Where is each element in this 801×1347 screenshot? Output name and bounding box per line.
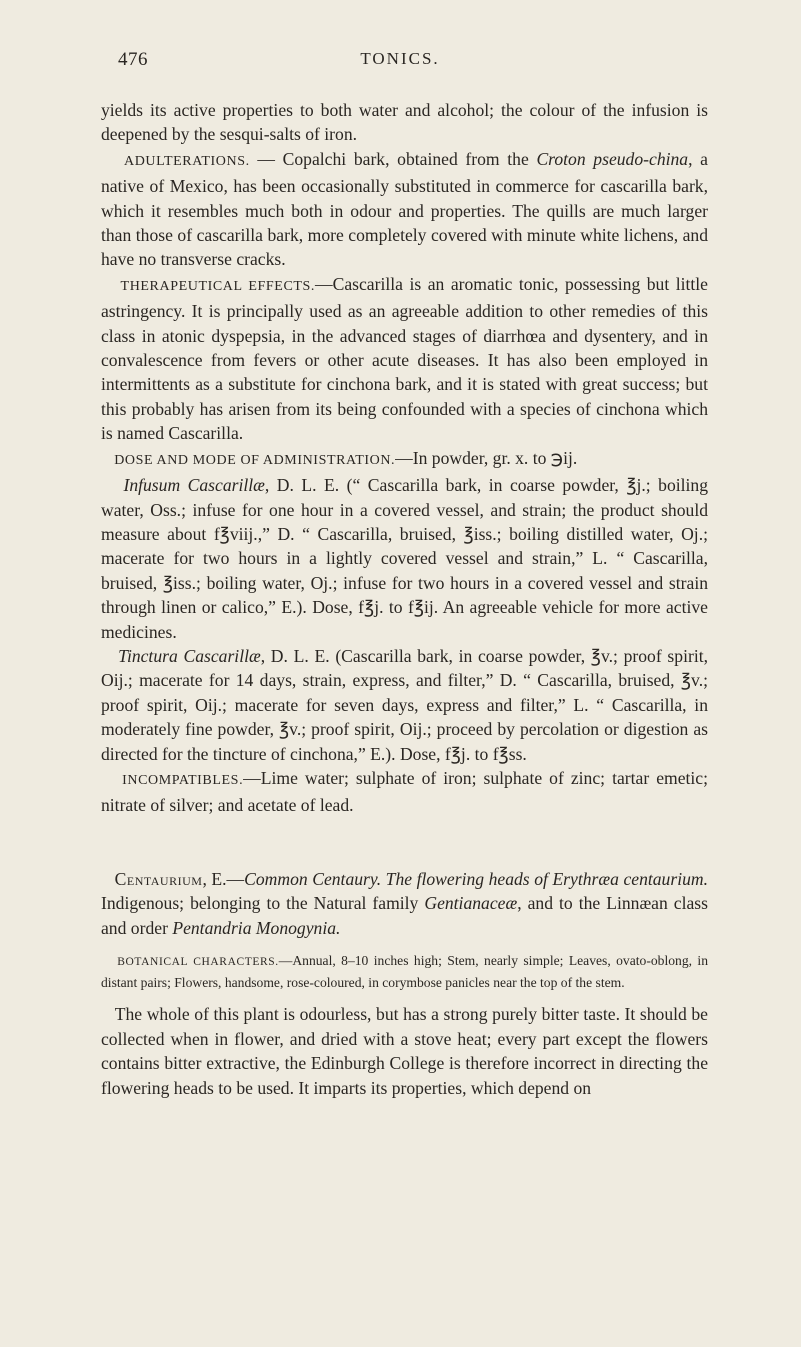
paragraph-incompatibles: INCOMPATIBLES.—Lime water; sulphate of iron; sulphate of zinc; tartar emetic; nitrate of silver; and acetate of lead. xyxy=(101,767,708,816)
botanical-characters: BOTANICAL CHARACTERS.—Annual, 8–10 inches high; Stem, nearly simple; Leaves, ovato-oblong, in distant pairs; Flowers, handsome, rose-coloured, in corymbose panicles near the top of the stem. xyxy=(101,953,709,990)
common-name: Common Centaury. xyxy=(244,869,382,889)
paragraph-continuation: yields its active properties to both water and alcohol; the colour of the infusion is deepened by the sesqui-salts of iron. xyxy=(101,100,708,145)
entry-heading-paragraph: Centaurium, E.—Common Centaury. The flowering heads of Erythræa centaurium. Indigenous; belonging to the Natural family Gentianaceæ, and to the Linnæan class and order Pentandria Monogynia. xyxy=(101,869,708,938)
running-head: TONICS. xyxy=(360,49,440,68)
paragraph-therapeutical: THERAPEUTICAL EFFECTS.—Cascarilla is an aromatic tonic, possessing but little astringency. It is principally used as an agreeable addition to other remedies of this class in atonic dyspepsia, in the advanced stages of diarrhœa and dysentery, and in convalescence from fevers or other acute diseases. It has also been employed in intermittents as a substitute for cinchona bark, and it is stated with great success; but this probably has arisen from its being confounded with a species of cinchona which is named Cascarilla. xyxy=(101,273,708,444)
section-head-adulterations: ADULTERATIONS. xyxy=(124,153,250,169)
section-head-botanical: BOTANICAL CHARACTERS. xyxy=(117,956,279,969)
paragraph-dose: DOSE AND MODE OF ADMINISTRATION.—In powder, gr. x. to ℈ij. xyxy=(114,447,578,468)
section-head-therapeutical: THERAPEUTICAL EFFECTS. xyxy=(120,278,316,294)
preparation-name-infusum: Infusum Cascarillæ xyxy=(123,475,265,496)
preparation-name-tinctura: Tinctura Cascarillæ xyxy=(118,645,261,666)
paragraph-tinctura: Tinctura Cascarillæ, D. L. E. (Cascarilla bark, in coarse powder, ℥v.; proof spirit, Oij.; macerate for 14 days, strain, express, and filter,” D. “ Cascarilla, bruised, ℥v.; proof spirit, Oij.; macerate for seven days, express and filter,” L. “ Cascarilla, in moderately fine powder, ℥v.; proof spirit, Oij.; proceed by percolation or digestion as directed for the tincture of cinchona,” E.). Dose, f℥j. to f℥ss. xyxy=(101,645,708,764)
page-header xyxy=(80,49,720,73)
main-text xyxy=(101,98,708,818)
section-head-dose: DOSE AND MODE OF ADMINISTRATION. xyxy=(114,452,396,468)
centaurium-entry xyxy=(101,867,708,1100)
entry-title: Centaurium xyxy=(114,869,203,889)
closing-paragraph: The whole of this plant is odourless, but has a strong purely bitter taste. It should be collected when in flower, and dried with a stove heat; every part except the flowers contains bitter extractive, the Edinburgh College is therefore incorrect in directing the flowering heads to be used. It imparts its properties, which depend on xyxy=(101,1004,708,1098)
paragraph-adulterations: ADULTERATIONS. — Copalchi bark, obtained from the Croton pseudo-china, a native of Mexico, has been occasionally substituted in commerce for cascarilla bark, which it resembles much both in odour and properties. The quills are much larger than those of cascarilla bark, more completely covered with minute white lichens, and have no transverse cracks. xyxy=(101,148,708,270)
page-number: 476 xyxy=(118,49,148,70)
paragraph-infusum: Infusum Cascarillæ, D. L. E. (“ Cascarilla bark, in coarse powder, ℥j.; boiling water, Oss.; infuse for one hour in a covered vessel, and strain; the product should measure about f℥viij.,” D. “ Cascarilla, bruised, ℥iss.; boiling distilled water, Oj.; macerate for two hours in a lightly covered vessel and strain,” L. “ Cascarilla, bruised, ℥iss.; boiling water, Oj.; infuse for two hours in a covered vessel and strain through linen or calico,” E.). Dose, f℥j. to f℥ij. An agreeable vehicle for more active medicines. xyxy=(101,475,708,642)
section-head-incompatibles: INCOMPATIBLES. xyxy=(122,772,244,788)
